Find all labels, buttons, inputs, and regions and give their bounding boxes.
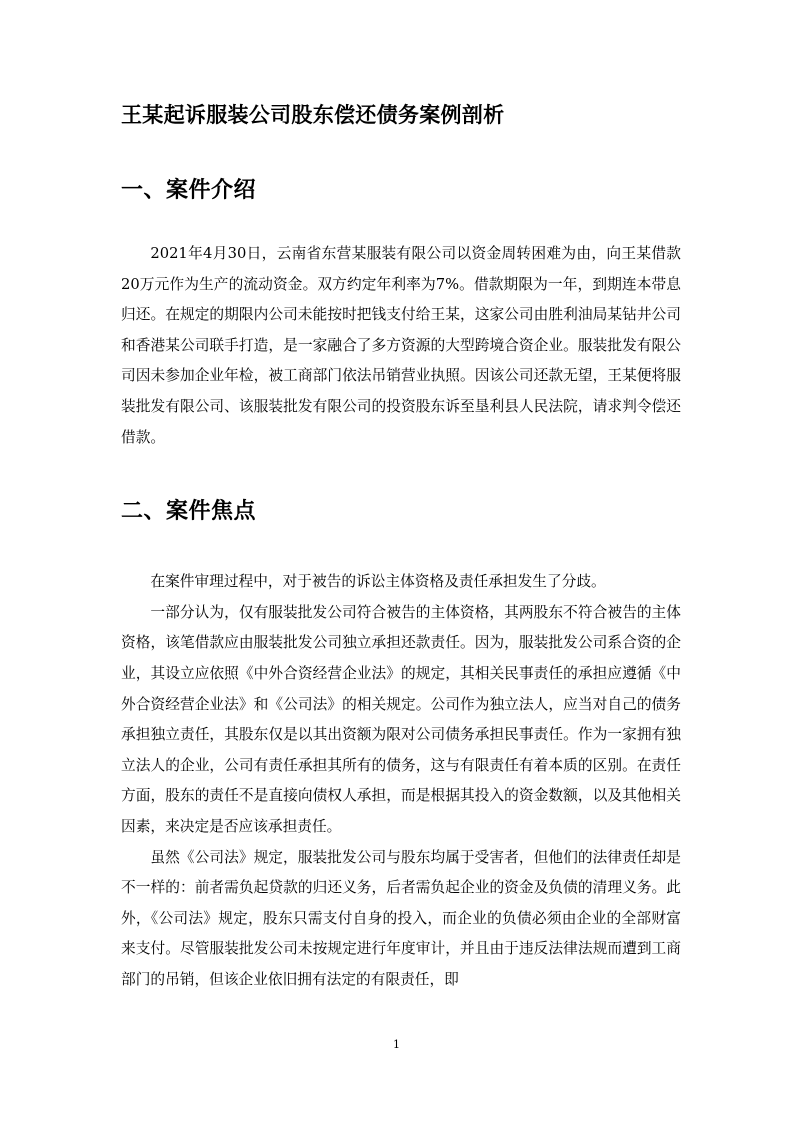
paragraph: 在案件审理过程中，对于被告的诉讼主体资格及责任承担发生了分歧。: [150, 573, 606, 591]
document-title: 王某起诉服装公司股东偿还债务案例剖析: [121, 103, 505, 127]
paragraph: 一部分认为，仅有服装批发公司符合被告的主体资格，其两股东不符合被告的主体资格，该笔借款应由服装批发公司独立承担还款责任。因为，服装批发公司系合资的企业，其设立应依照《中外合资经营企业法》的规定，其相关民事责任的承担应遵循《中外合资经营企业法》和《公司法》的相关规定。公司作为独立法人，应当对自己的债务承担独立责任，其股东仅是以其出资额为限对公司债务承担民事责任。作为一家拥有独立法人的企业，公司有责任承担其所有的债务，这与有限责任有着本质的区别。在责任方面，股东的责任不是直接向债权人承担，而是根据其投入的资金数额，以及其他相关因素，来决定是否应该承担责任。: [121, 603, 681, 835]
section-heading-case-focus: 二、案件焦点: [121, 499, 257, 525]
section-body-case-focus: [121, 567, 681, 995]
document-body: [121, 98, 681, 995]
paragraph: 虽然《公司法》规定，服装批发公司与股东均属于受害者，但他们的法律责任却是不一样的：前者需负起贷款的归还义务，后者需负起企业的资金及负债的清理义务。此外，《公司法》规定，股东只需支付自身的投入，而企业的负债必须由企业的全部财富来支付。尽管服装批发公司未按规定进行年度审计，并且由于违反法律法规而遭到工商部门的吊销，但该企业依旧拥有法定的有限责任，即: [121, 848, 681, 988]
page-number: 1: [393, 1038, 400, 1051]
section-body-case-introduction: [121, 239, 681, 453]
paragraph: 2021年4月30日，云南省东营某服装有限公司以资金周转困难为由，向王某借款20万元作为生产的流动资金。双方约定年利率为7%。借款期限为一年，到期连本带息归还。在规定的期限内公司未能按时把钱支付给王某，这家公司由胜利油局某钻井公司和香港某公司联手打造，是一家融合了多方资源的大型跨境合资企业。服装批发有限公司因未参加企业年检，被工商部门依法吊销营业执照。因该公司还款无望，王某便将服装批发有限公司、该服装批发有限公司的投资股东诉至垦利县人民法院，请求判令偿还借款。: [121, 245, 681, 446]
section-heading-case-introduction: 一、案件介绍: [121, 178, 257, 203]
